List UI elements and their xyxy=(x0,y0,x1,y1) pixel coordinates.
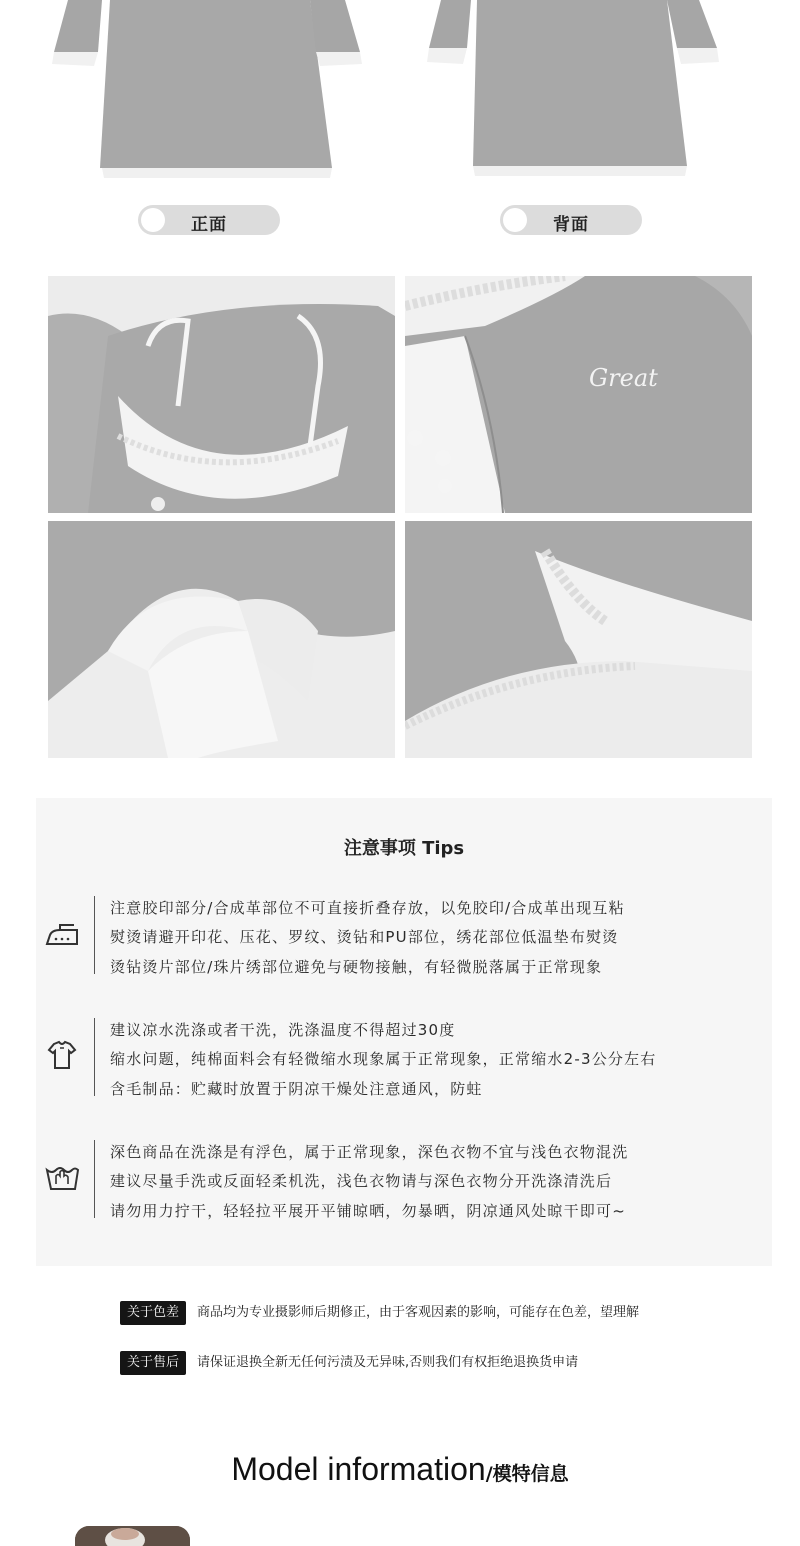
tip-line: 熨烫请避开印花、压花、罗纹、烫钻和PU部位，绣花部位低温垫布熨烫 xyxy=(110,928,619,946)
tip-line: 深色商品在洗涤是有浮色，属于正常现象，深色衣物不宜与浅色衣物混洗 xyxy=(110,1143,629,1161)
front-view-toggle[interactable] xyxy=(138,205,280,235)
model-information-heading xyxy=(0,1451,800,1488)
model-title-cn: /模特信息 xyxy=(485,1463,569,1485)
shirt-dry-icon xyxy=(44,1040,80,1070)
tip-line: 建议凉水洗涤或者干洗，洗涤温度不得超过30度 xyxy=(110,1021,456,1039)
model-title-en: Model information xyxy=(231,1451,486,1487)
hand-wash-icon xyxy=(44,1162,80,1192)
back-view-toggle[interactable] xyxy=(500,205,642,235)
front-view-label: 正面 xyxy=(191,215,227,235)
dress-front-image xyxy=(40,0,370,185)
after-sales-note: 请保证退换全新无任何污渍及无异味,否则我们有权拒绝退换货申请 xyxy=(197,1355,579,1370)
tip-line: 注意胶印部分/合成革部位不可直接折叠存放，以免胶印/合成革出现互粘 xyxy=(110,899,625,917)
color-difference-note: 商品均为专业摄影师后期修正，由于客观因素的影响，可能存在色差，望理解 xyxy=(197,1305,640,1320)
divider-line xyxy=(94,896,95,974)
tip-line: 建议尽量手洗或反面轻柔机洗，浅色衣物请与深色衣物分开洗涤清洗后 xyxy=(110,1172,613,1190)
tip-line: 烫钻烫片部位/珠片绣部位避免与硬物接触，有轻微脱落属于正常现象 xyxy=(110,958,603,976)
tip-line: 请勿用力拧干，轻轻拉平展开平铺晾晒，勿暴晒，阴凉通风处晾干即可~ xyxy=(110,1202,626,1220)
dress-back-image xyxy=(405,0,735,185)
detail-photo-sleeve-cuff xyxy=(48,521,395,758)
tip-line: 含毛制品：贮藏时放置于阴凉干燥处注意通风，防蛀 xyxy=(110,1080,483,1098)
embroidery-text: Great xyxy=(589,364,658,392)
after-sales-badge: 关于售后 xyxy=(120,1351,186,1375)
tip-line: 缩水问题，纯棉面料会有轻微缩水现象属于正常现象，正常缩水2-3公分左右 xyxy=(110,1050,657,1068)
model-photo xyxy=(75,1526,190,1546)
detail-photo-neckline xyxy=(48,276,395,513)
iron-icon xyxy=(44,920,80,950)
divider-line xyxy=(94,1018,95,1096)
tips-title: 注意事项 Tips xyxy=(343,838,465,859)
detail-photo-embroidery xyxy=(405,276,752,513)
color-difference-badge: 关于色差 xyxy=(120,1301,186,1325)
detail-photo-lace-hem xyxy=(405,521,752,758)
back-view-label: 背面 xyxy=(553,215,589,235)
divider-line xyxy=(94,1140,95,1218)
care-tips-panel xyxy=(36,798,772,1266)
